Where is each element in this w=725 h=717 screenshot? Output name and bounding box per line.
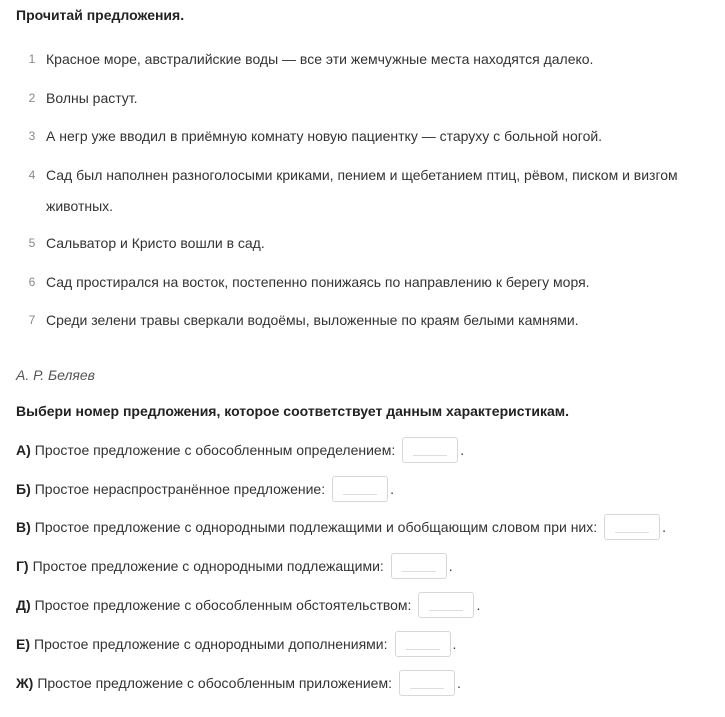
answer-letter: Ж) [16, 675, 34, 691]
answer-label: Простое предложение с однородными подлежащими и обобщающим словом при них: [34, 519, 598, 535]
sentence-text: Красное море, австралийские воды — все эти жемчужные места находятся далеко. [46, 51, 594, 67]
answer-letter: Е) [16, 636, 30, 652]
answer-period: . [476, 597, 481, 613]
sentence-text: Среди зелени травы сверкали водоёмы, выложенные по краям белыми камнями. [46, 312, 579, 328]
answer-row [16, 550, 453, 582]
answer-period: . [460, 442, 465, 458]
sentence-number: 1 [28, 52, 36, 66]
answer-period: . [452, 636, 457, 652]
answer-letter: А) [16, 442, 31, 458]
answer-input[interactable] [604, 514, 660, 540]
answer-row [16, 628, 456, 660]
answer-period: . [390, 481, 394, 497]
answer-row [16, 434, 464, 466]
answer-input[interactable] [395, 631, 451, 657]
answer-period: . [662, 519, 667, 535]
answer-letter: Г) [16, 558, 29, 574]
task-instruction: Выбери номер предложения, которое соответствует данным характеристикам. [16, 403, 570, 419]
sentence-number: 5 [28, 236, 36, 250]
answer-input[interactable] [332, 476, 388, 502]
sentence-number: 7 [28, 313, 36, 327]
answer-letter: В) [16, 519, 31, 535]
sentence-number: 6 [28, 275, 36, 289]
answer-label: Простое предложение с обособленным обстоятельством: [34, 597, 412, 613]
sentence-text: Сад простирался на восток, постепенно понижаясь по направлению к берегу моря. [46, 274, 590, 290]
answer-label: Простое предложение с обособленным определением: [34, 442, 396, 458]
answer-letter: Б) [16, 481, 31, 497]
answer-period: . [456, 675, 461, 691]
answer-period: . [448, 558, 453, 574]
answer-row [16, 473, 394, 505]
answer-label: Простое предложение с однородными подлежащими: [32, 558, 384, 574]
author-credit: А. Р. Беляев [16, 367, 95, 383]
answer-row [16, 589, 480, 621]
answer-input[interactable] [391, 553, 447, 579]
answer-label: Простое нераспространённое предложение: [34, 481, 326, 497]
sentence-number: 2 [28, 91, 36, 105]
answer-label: Простое предложение с однородными дополнениями: [34, 636, 388, 652]
answer-input[interactable] [418, 592, 474, 618]
sentence-text: Сальватор и Кристо вошли в сад. [46, 235, 265, 251]
sentence-number: 3 [28, 129, 36, 143]
answer-input[interactable] [399, 670, 455, 696]
sentence-text: Сад был наполнен разноголосыми криками, пением и щебетанием птиц, рёвом, писком и визгом животных. [46, 167, 678, 214]
exercise-heading: Прочитай предложения. [16, 7, 185, 23]
sentence-number: 4 [28, 168, 36, 182]
sentence-text: А негр уже вводил в приёмную комнату новую пациентку — старуху с больной ногой. [46, 128, 603, 144]
answer-row [16, 667, 461, 699]
answer-input[interactable] [402, 437, 458, 463]
answer-label: Простое предложение с обособленным приложением: [37, 675, 392, 691]
answer-letter: Д) [16, 597, 31, 613]
sentence-text: Волны растут. [46, 90, 138, 106]
answer-row [16, 511, 666, 543]
